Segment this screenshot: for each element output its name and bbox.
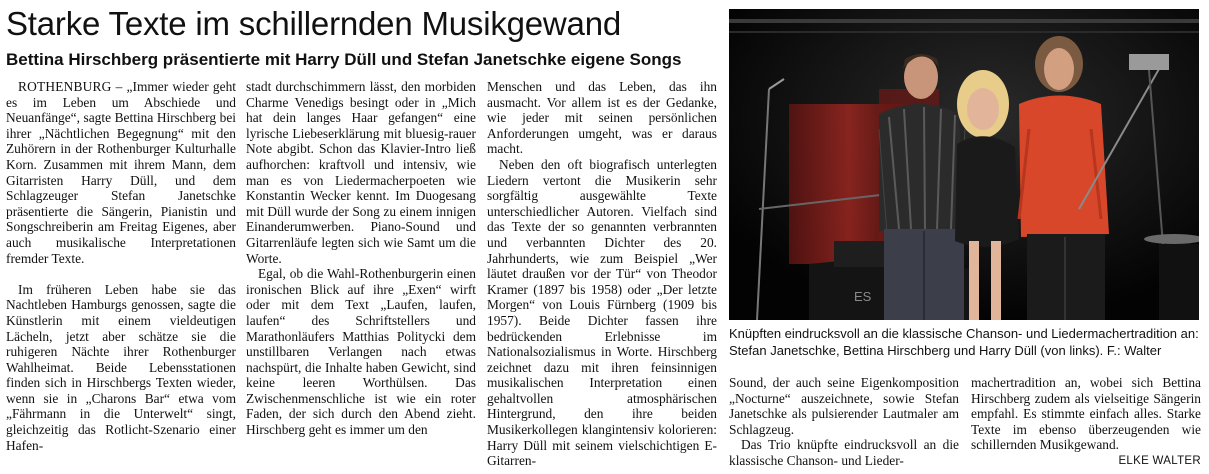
- dateline: ROTHENBURG: [18, 79, 112, 94]
- article-column-3: [487, 79, 717, 471]
- paragraph: stadt durchschimmern lässt, den morbiden Charme Venedigs besingt oder in „Mich hat dein langes Haar gefangen“ eine lyrische Liebeserklärung mit bluesig-rauer Note abgibt. Schon das Klavier-Intro ließ aufhorchen: kraftvoll und intensiv, wie man es von Liedermacherpoeten wie Konstantin Wecker kennt. Im Duogesang mit Düll wurde der Song zu einem innigen Einanderumwerben. Piano-Sound und Gitarrenläufe legten sich wie Samt um die Worte.: [246, 79, 476, 266]
- paragraph: Neben den oft biografisch unterlegten Liedern vertont die Musikerin sehr sorgfältig ausgewählte Texte unterschiedlicher Autoren. Vielfach sind das Texte der so genannten verbrannten und verbannten Dichter des 20. Jahrhunderts, wie zum Beispiel „Wer läutet draußen vor der Tür“ von Theodor Kramer (1897 bis 1958) oder „Der letzte Morgen“ von Louis Fürnberg (1909 bis 1957). Beide Dichter fassen ihre bedrückenden Erlebnisse im Nationalsozialismus in Worte. Hirschberg zeichnet dazu mit ihren feinsinnigen musikalischen Interpretation einen gehaltvollen atmosphärischen Hintergrund, den ihre beiden Musikerkollegen klangintensiv kolorieren: Harry Düll mit seinem vielschichtigen E-Gitarren-: [487, 156, 717, 469]
- article-column-1: [6, 79, 236, 471]
- article-subheadline: Bettina Hirschberg präsentierte mit Harry Düll und Stefan Janetschke eigene Songs: [6, 50, 682, 69]
- photo-illustration: [729, 9, 1199, 320]
- paragraph: Menschen und das Leben, das ihn ausmacht. Vor allem ist es der Gedanke, wie jeder mit seinen persönlichen Anforderungen umgeht, was er daraus macht.: [487, 79, 717, 157]
- author-byline: ELKE WALTER: [1118, 454, 1201, 467]
- paragraph: [6, 79, 236, 266]
- paragraph: Das Trio knüpfte eindrucksvoll an die klassische Chanson- und Lieder-: [729, 437, 959, 468]
- paragraph: Egal, ob die Wahl-Rothenburgerin einen ironischen Blick auf ihre „Exen“ wirft oder mit dem Text „Laufen, laufen, laufen“ des Schriftstellers und Marathonläufers Matthias Politycki dem unstillbaren Verlangen nach etwas nachspürt, die Inhalte haben Gewicht, sind keine leeren Worthülsen. Das Zwischenmenschliche ist wie ein roter Faden, der sich durch den Abend zieht. Hirschberg geht es immer um den: [246, 266, 476, 438]
- piano-brand-text: ES: [854, 289, 872, 304]
- concert-photo: [729, 9, 1199, 320]
- article-column-2: [246, 79, 476, 471]
- article-headline: Starke Texte im schillernden Musikgewand: [6, 5, 622, 42]
- paragraph: [971, 375, 1201, 467]
- paragraph: Im früheren Leben habe sie das Nachtleben Hamburgs genossen, sagte die Künstlerin mit einem vieldeutigen Lächeln, jetzt aber schätze sie die ruhigeren Nächte ihrer Rothenburger Wahlheimat. Beide Lebensstationen finden sich in Hirschbergs Texten wieder, wenn sie in „Charons Bar“ etwa vom „Fährmann in die Unterwelt“ singt, gleichzeitig das Rotlicht-Szenario einer Hafen-: [6, 281, 236, 453]
- paragraph-text: – „Immer wieder geht es im Leben um Abschiede und Neuanfänge“, sagte Bettina Hirschberg bei ihrer „Nächtlichen Begegnung“ mit den Zuhörern in der Rothenburger Kulturhalle Korn. Zusammen mit ihrem Mann, dem Gitarristen Harry Düll, und dem Schlagzeuger Stefan Janetschke präsentierte die Sängerin, Pianistin und Songschreiberin am Freitag Eigenes, aber auch musikalische Interpretationen fremder Texte.: [6, 79, 236, 266]
- article-column-5: [971, 375, 1201, 470]
- paragraph: Sound, der auch seine Eigenkomposition „Nocturne“ auszeichnete, sowie Stefan Janetschke als pulsierender Lautmaler am Schlagzeug.: [729, 375, 959, 437]
- paragraph-text: machertradition an, wobei sich Bettina Hirschberg zudem als vielseitige Sängerin empfahl. Es stimmte einfach alles. Starke Texte im ebenso überzeugenden wie schillernden Musikgewand.: [971, 375, 1201, 453]
- photo-caption: Knüpften eindrucksvoll an die klassische Chanson- und Liedermachertradition an: Stefan Janetschke, Bettina Hirschberg und Harry Düll (von links). F.: Walter: [729, 326, 1199, 358]
- article-column-4: [729, 375, 959, 470]
